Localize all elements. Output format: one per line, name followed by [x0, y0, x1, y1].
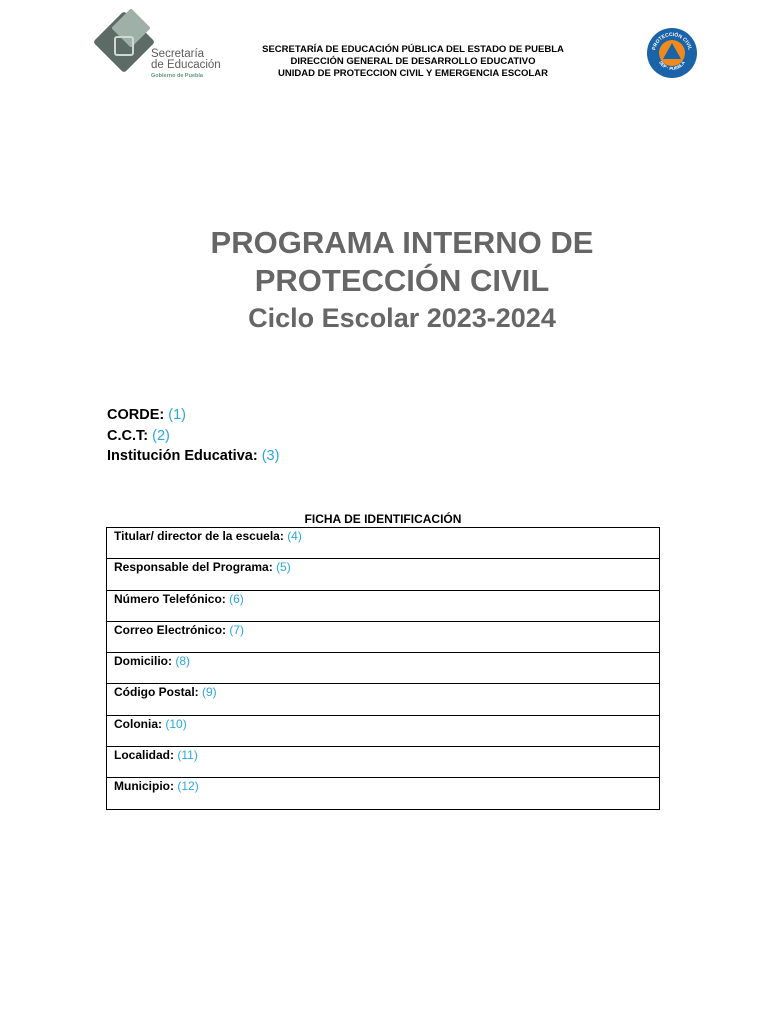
field-reference: (1): [168, 407, 186, 423]
header-line-2: DIRECCIÓN GENERAL DE DESARROLLO EDUCATIVO: [290, 56, 536, 67]
row-label: Domicilio:: [114, 654, 173, 669]
document-title: [0, 224, 768, 336]
table-row: [107, 653, 660, 684]
row-label: Titular/ director de la escuela:: [114, 529, 284, 543]
row-reference: (12): [177, 779, 199, 794]
field-reference: (3): [261, 448, 280, 464]
table-cell: [107, 528, 660, 559]
field-label: Institución Educativa:: [107, 448, 258, 464]
badge-text-top: PROTECCIÓN CIVIL: [651, 31, 693, 51]
table-cell: [107, 621, 660, 652]
row-label: Código Postal:: [114, 685, 199, 700]
table-cell: [107, 559, 660, 590]
row-reference: (10): [165, 716, 187, 731]
logo-text-line3: Gobierno de Puebla: [151, 73, 203, 79]
row-reference: (11): [177, 748, 198, 763]
table-row: [107, 747, 660, 778]
table-row: [107, 778, 660, 809]
row-reference: (6): [229, 591, 244, 606]
table-row: [107, 559, 660, 590]
secretaria-educacion-logo: [96, 10, 226, 82]
row-reference: (8): [175, 654, 191, 669]
row-reference: (5): [276, 560, 291, 575]
row-reference: (7): [229, 622, 245, 637]
row-label: Localidad:: [114, 748, 175, 763]
row-reference: (9): [202, 685, 217, 700]
field-label: C.C.T:: [107, 427, 149, 444]
school-fields: [107, 405, 279, 467]
row-label: Colonia:: [114, 716, 162, 731]
ficha-title: FICHA DE IDENTIFICACIÓN: [304, 512, 462, 526]
proteccion-civil-logo: [646, 27, 698, 79]
table-row: [107, 621, 660, 652]
header-line-1: SECRETARÍA DE EDUCACIÓN PÚBLICA DEL ESTADO DE PUEBLA: [262, 44, 564, 55]
table-cell: [107, 684, 660, 715]
row-reference: (4): [287, 529, 302, 543]
table-cell: [107, 653, 660, 684]
table-row: [107, 528, 660, 559]
field-label: CORDE:: [107, 407, 165, 423]
row-label: Responsable del Programa:: [114, 560, 273, 575]
table-row: [107, 590, 660, 621]
row-label: Municipio:: [114, 779, 174, 794]
field-reference: (2): [152, 427, 170, 444]
ficha-identificacion-table: [106, 527, 660, 810]
table-cell: [107, 747, 660, 778]
logo-text-line2: de Educación: [151, 59, 221, 71]
table-row: [107, 684, 660, 715]
logo-crest-icon: [114, 36, 134, 56]
title-school-year: Ciclo Escolar 2023-2024: [248, 303, 556, 333]
title-line-1: PROGRAMA INTERNO DE: [210, 225, 594, 260]
field-corde: [107, 405, 279, 426]
badge-text-bottom: SEP · PUEBLA: [658, 60, 686, 72]
table-row: [107, 715, 660, 746]
ficha-table-body: [107, 528, 660, 810]
row-label: Número Telefónico:: [114, 591, 226, 606]
field-institucion: [107, 446, 279, 467]
header-institution-text: [230, 44, 596, 80]
logo-text-line1: Secretaría: [151, 48, 205, 60]
table-cell: [107, 715, 660, 746]
title-line-2: PROTECCIÓN CIVIL: [254, 263, 550, 298]
header-line-3: UNIDAD DE PROTECCION CIVIL Y EMERGENCIA ESCOLAR: [278, 68, 548, 79]
field-cct: [107, 426, 279, 447]
table-cell: [107, 778, 660, 809]
table-cell: [107, 590, 660, 621]
row-label: Correo Electrónico:: [114, 622, 227, 637]
page-header: [0, 0, 768, 100]
